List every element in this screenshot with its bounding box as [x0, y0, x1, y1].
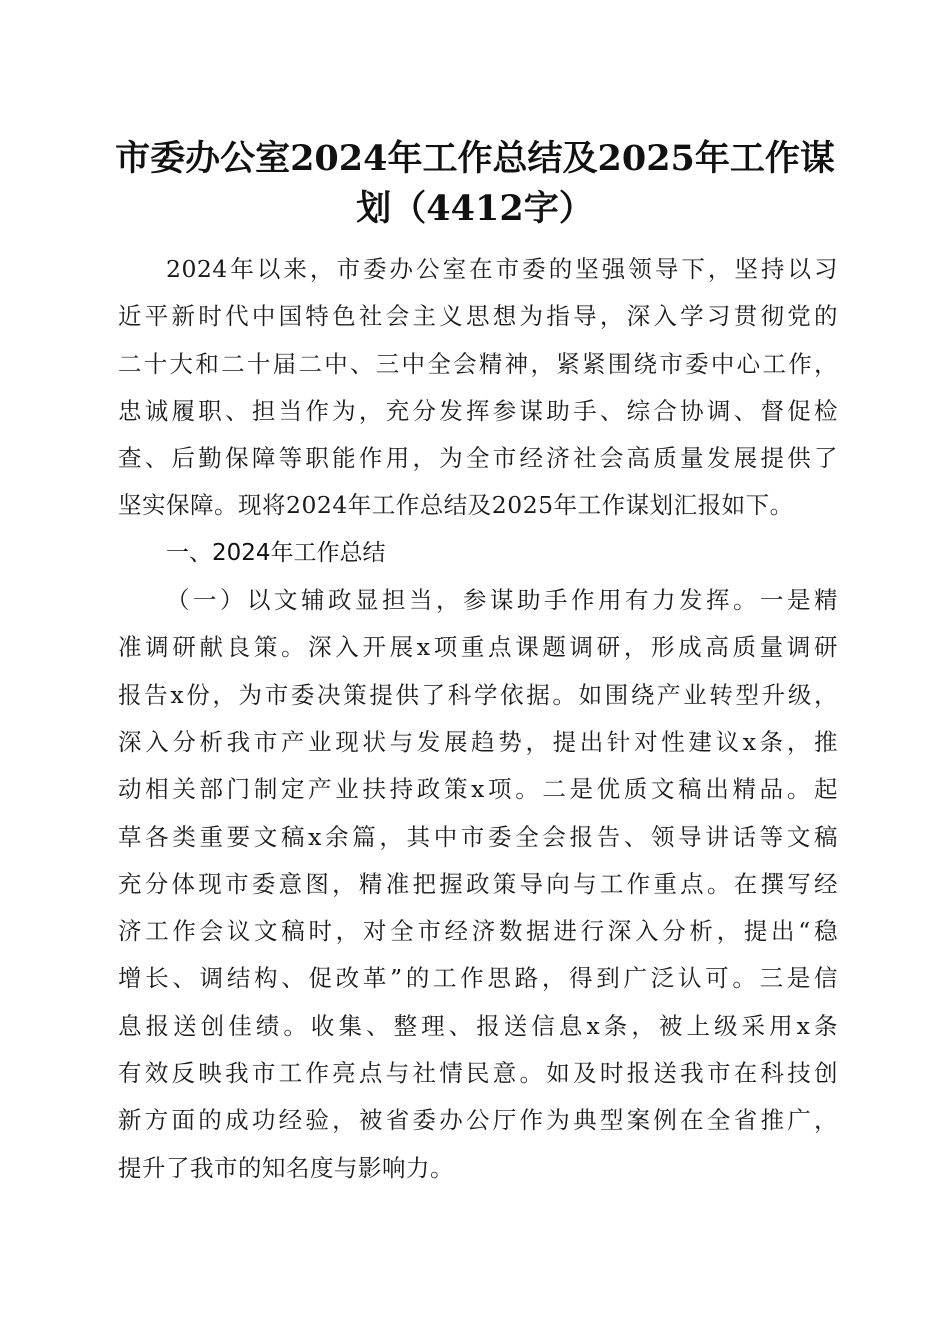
- section-line: 准调研献良策。深入开展x项重点课题调研，形成高质量调研: [118, 633, 838, 662]
- intro-line: 忠诚履职、担当作为，充分发挥参谋助手、综合协调、督促检: [118, 396, 838, 425]
- intro-line: 近平新时代中国特色社会主义思想为指导，深入学习贯彻党的: [118, 302, 838, 331]
- section-line: 报告x份，为市委决策提供了科学依据。如围绕产业转型升级，: [118, 680, 838, 709]
- intro-line: 坚实保障。现将2024年工作总结及2025年工作谋划汇报如下。: [118, 491, 794, 520]
- section-line: 深入分析我市产业现状与发展趋势，提出针对性建议x条，推: [118, 727, 838, 756]
- intro-line: 2024年以来，市委办公室在市委的坚强领导下，坚持以习: [166, 255, 838, 283]
- section-line: 增长、调结构、促改革”的工作思路，得到广泛认可。三是信: [118, 964, 838, 993]
- document-title-line-2: 划（4412字）: [356, 188, 594, 229]
- section-line: 提升了我市的知名度与影响力。: [118, 1153, 454, 1182]
- section-line: 息报送创佳绩。收集、整理、报送信息x条，被上级采用x条: [118, 1011, 838, 1040]
- section-line: 新方面的成功经验，被省委办公厅作为典型案例在全省推广，: [118, 1106, 838, 1135]
- document-body: [118, 246, 838, 1192]
- section-heading: 一、2024年工作总结: [166, 539, 386, 566]
- document-title-line-1: 市委办公室2024年工作总结及2025年工作谋: [115, 138, 835, 179]
- section-line: 有效反映我市工作亮点与社情民意。如及时报送我市在科技创: [118, 1059, 838, 1088]
- intro-line: 查、后勤保障等职能作用，为全市经济社会高质量发展提供了: [118, 444, 838, 473]
- section-line: 充分体现市委意图，精准把握政策导向与工作重点。在撰写经: [118, 869, 838, 898]
- intro-line: 二十大和二十届二中、三中全会精神，紧紧围绕市委中心工作，: [118, 349, 838, 378]
- section-line: 动相关部门制定产业扶持政策x项。二是优质文稿出精品。起: [118, 775, 838, 804]
- section-line: （一）以文辅政显担当，参谋助手作用有力发挥。一是精: [166, 586, 838, 615]
- section-line: 济工作会议文稿时，对全市经济数据进行深入分析，提出“稳: [118, 917, 838, 946]
- section-line: 草各类重要文稿x余篇，其中市委全会报告、领导讲话等文稿: [118, 822, 838, 851]
